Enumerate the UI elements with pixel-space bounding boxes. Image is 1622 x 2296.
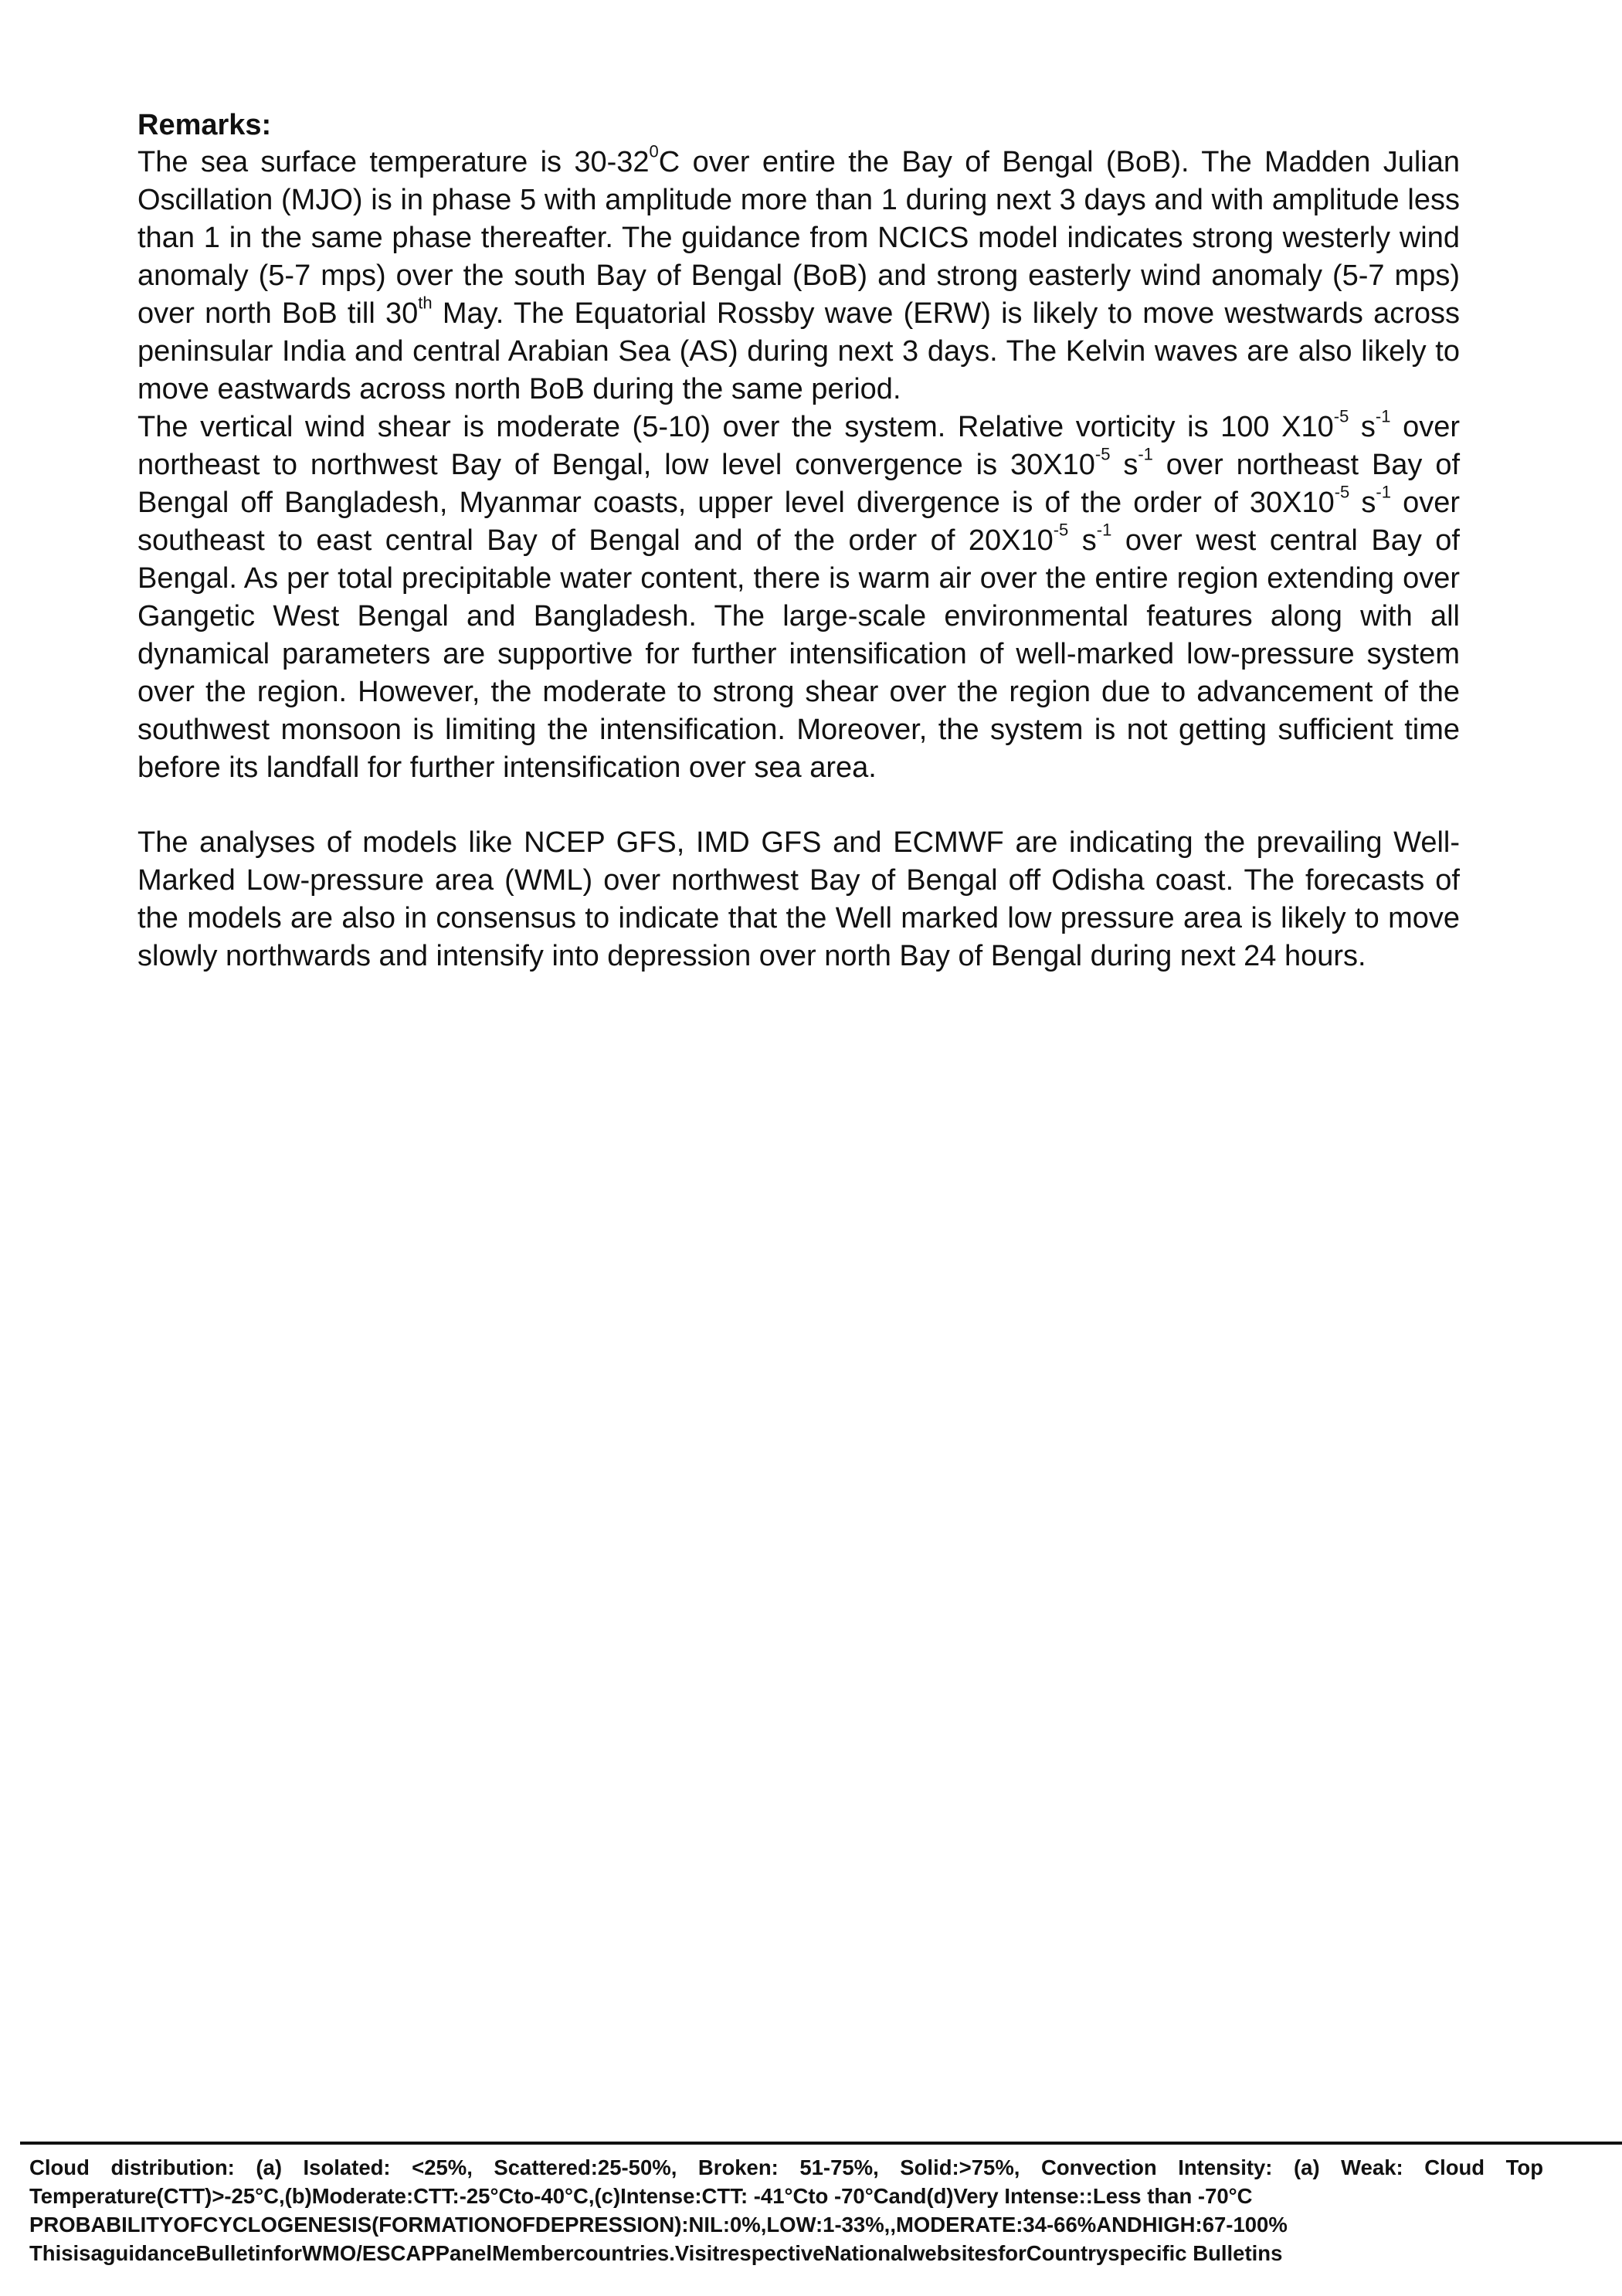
remarks-paragraph-1: The sea surface temperature is $30-32^0C$ over entire the Bay of Bengal (BoB). The Madden Julian Oscillation (MJO) is in phase 5 with amplitude more than 1 during next 3 days and with amplitude less than 1 in the same phase thereafter. The guidance from NCICS model indicates strong westerly wind anomaly (5-7 mps) over the south Bay of Bengal (BoB) and strong easterly wind anomaly (5-7 mps) over north BoB till 30th May. The Equatorial Rossby wave (ERW) is likely to move westwards across peninsular India and central Arabian Sea (AS) during next 3 days. The Kelvin waves are also likely to move eastwards across north BoB during the same period. — [137, 141, 1460, 405]
footer-line-temperature: Temperature(CTT)>-25°C,(b)Moderate:CTT:-25°Cto-40°C,(c)Intense:CTT: -41°Cto -70°Cand(d)Very Intense::Less than -70°C — [29, 2184, 1253, 2208]
remarks-paragraph-2: The vertical wind shear is moderate (5-10) over the system. Relative vorticity is 100 $X10^{-5}$ $s^{-1}$ over northeast to northwest Bay of Bengal, low level convergence is $30X10^{-5}$ $s^{-1}$ over northeast Bay of Bengal off Bangladesh, Myanmar coasts, upper level divergence is of the order of $30X10^{-5}$ $s^{-1}$ over southeast to east central Bay of Bengal and of the order of $20X10^{-5}$ $s^{-1}$ over west central Bay of Bengal. As per total precipitable water content, there is warm air over the entire region extending over Gangetic West Bengal and Bangladesh. The large-scale environmental features along with all dynamical parameters are supportive for further intensification of well-marked low-pressure system over the region. However, the moderate to strong shear over the region due to advancement of the southwest monsoon is limiting the intensification. Moreover, the system is not getting sufficient time before its landfall for further intensification over sea area. — [137, 406, 1461, 784]
remarks-heading: Remarks: — [137, 109, 272, 141]
footer-divider — [20, 2142, 1622, 2145]
footer-line-guidance-note: ThisisaguidanceBulletinforWMO/ESCAPPanelMembercountries.VisitrespectiveNationalwebsitesforCountryspecific Bulletins — [29, 2241, 1283, 2265]
footer-line-cloud-distribution: Cloud distribution: (a) Isolated: <25%, Scattered:25-50%, Broken: 51-75%, Solid:>75%, Convection Intensity: (a) Weak: Cloud Top — [29, 2155, 1543, 2179]
bulletin-footer — [29, 2153, 1543, 2267]
remarks-paragraph-3: The analyses of models like NCEP GFS, IMD GFS and ECMWF are indicating the prevailing Well-Marked Low-pressure area (WML) over northwest Bay of Bengal off Odisha coast. The forecasts of the models are also in consensus to indicate that the Well marked low pressure area is likely to move slowly northwards and intensify into depression over north Bay of Bengal during next 24 hours. — [137, 826, 1460, 972]
remarks-section — [137, 107, 1460, 975]
footer-line-cyclogenesis-probability: PROBABILITYOFCYCLOGENESIS(FORMATIONOFDEPRESSION):NIL:0%,LOW:1-33%,,MODERATE:34-66%ANDHIGH:67-100% — [29, 2213, 1288, 2237]
